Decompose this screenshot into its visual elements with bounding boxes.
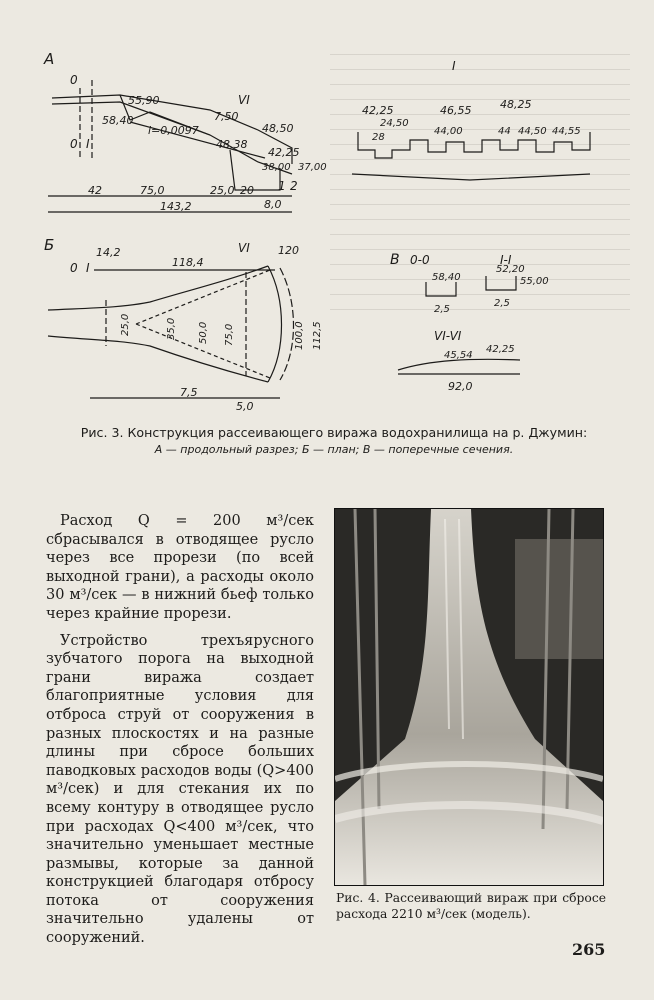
label-B: Б [44, 236, 55, 254]
sec-4655: 46,55 [440, 104, 472, 117]
plan-120: 120 [278, 244, 299, 257]
cross-5840: 58,40 [432, 272, 461, 283]
cross-4225: 42,25 [486, 344, 515, 355]
plan-1000: 100,0 [294, 321, 305, 350]
plan-750: 75,0 [224, 323, 235, 346]
cross-00 [426, 282, 456, 296]
sill-base [352, 174, 590, 180]
sec-4400: 44,00 [434, 126, 463, 137]
label-sec-VIVI: VI-VI [434, 329, 462, 343]
label-zero-plan: 0 [70, 261, 78, 275]
paragraph-1: Расход Q = 200 м³/сек сбрасывался в отводящее русло через все прорези (по всей выходной грани), а расходы около 30 м³/сек — в нижний бьеф только через крайние прорези. [46, 513, 314, 622]
sec-4225: 42,25 [362, 104, 394, 117]
plan-75: 7,5 [180, 386, 198, 399]
label-I-plan: I [86, 261, 90, 275]
sec-4455: 44,55 [552, 126, 581, 137]
cross-25b: 2,5 [494, 298, 510, 309]
dim-20: 20 [240, 184, 254, 197]
body-text [46, 512, 314, 956]
figure-3-caption [36, 424, 632, 458]
elev-3700: 37,00 [298, 162, 327, 173]
sec-4825: 48,25 [500, 98, 532, 111]
label-I-a: I [86, 137, 90, 151]
figure-3-drawing [30, 40, 630, 420]
plan-exit-arc [268, 266, 282, 382]
figure-3-caption-sub: А — продольный разрез; Б — план; В — поперечные сечения. [154, 443, 514, 456]
elev-750: 7,50 [214, 110, 239, 123]
label-VI-a: VI [238, 93, 250, 107]
plan-350: 35,0 [166, 317, 177, 340]
plan-50: 5,0 [236, 400, 254, 413]
plan-142: 14,2 [96, 246, 121, 259]
page-number: 265 [572, 940, 606, 959]
plan-ray-1 [136, 270, 270, 324]
plan-500: 50,0 [198, 321, 209, 344]
label-zero-mid: 0 [70, 137, 78, 151]
label-sec-00: 0-0 [410, 253, 430, 267]
plan-outline-bottom [48, 336, 268, 382]
sec-44: 44 [498, 126, 511, 137]
figure-4-photo [334, 508, 604, 886]
label-A: А [44, 50, 55, 68]
dim-750: 75,0 [140, 184, 165, 197]
plan-250: 25,0 [120, 313, 131, 336]
sec-2450: 24,50 [380, 118, 409, 129]
figure-4-photo-image [335, 509, 603, 885]
label-n1: 1 [278, 179, 286, 193]
elev-4225: 42,25 [268, 146, 300, 159]
label-n2: 2 [290, 179, 298, 193]
dim-250: 25,0 [210, 184, 235, 197]
cross-4554: 45,54 [444, 350, 473, 361]
figure-3-caption-title: Рис. 3. Конструкция рассеивающего виража водохранилища на р. Джумин: [80, 425, 588, 440]
sec-4450: 44,50 [518, 126, 547, 137]
label-zero-top: 0 [70, 73, 78, 87]
paragraph-2: Устройство трехъярусного зубчатого порога на выходной грани виража создает благоприятные условия для отброса струй от сооружения в разных плоскостях и на разные длины при сбросе больших паводковых расходов воды (Q>400 м³/сек) и для стекания их по всему контуру в отводящее русло при расходах Q<400 м³/сек, что значительно уменьшает местные размывы, которые за данной конструкцией благодаря отбросу потока от сооружения значительно удалены от сооружений. [46, 632, 314, 947]
dim-1432: 143,2 [160, 200, 192, 213]
elev-4838: 48,38 [216, 138, 248, 151]
elev-4850: 48,50 [262, 122, 294, 135]
cross-5220: 52,20 [496, 264, 525, 275]
slope-label: i=0,0097 [148, 124, 199, 137]
figure-4-caption: Рис. 4. Рассеивающий вираж при сбросе расхода 2210 м³/сек (модель). [336, 891, 606, 921]
plan-1125: 112,5 [312, 321, 323, 350]
plan-outline-top [48, 266, 268, 310]
elev-5840: 58,40 [102, 114, 134, 127]
plan-1184: 118,4 [172, 256, 204, 269]
dim-42: 42 [88, 184, 102, 197]
cross-5500: 55,00 [520, 276, 549, 287]
label-I-cross: I [452, 59, 456, 73]
label-sec-II: I-I [500, 253, 512, 267]
dim-80: 8,0 [264, 198, 282, 211]
cross-II [486, 276, 516, 290]
cross-920: 92,0 [448, 380, 473, 393]
label-VI-plan: VI [238, 241, 250, 255]
elev-3800: 38,00 [262, 162, 291, 173]
elev-5590: 55,90 [128, 94, 160, 107]
sec-28: 28 [372, 132, 385, 143]
cross-25a: 2,5 [434, 304, 450, 315]
label-V: В [390, 252, 400, 268]
